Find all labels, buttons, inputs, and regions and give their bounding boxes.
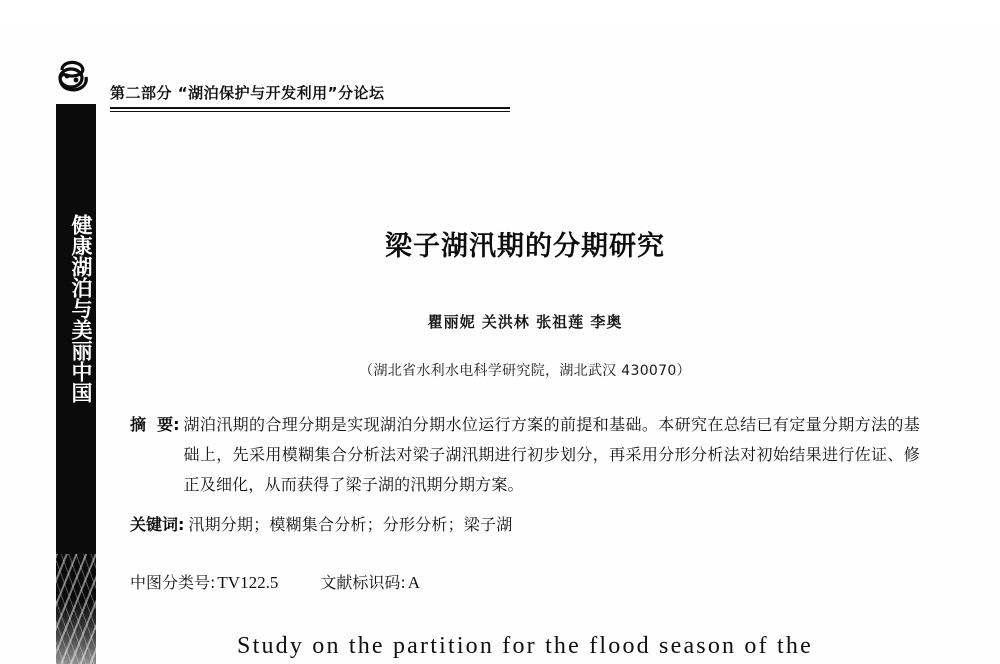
series-band	[56, 104, 96, 664]
classification-line	[130, 570, 920, 593]
abstract-block	[130, 410, 920, 500]
header-rule-thin	[110, 111, 510, 112]
keywords-label: 关键词:	[130, 515, 185, 534]
abstract-label: 摘 要:	[130, 415, 180, 434]
article-body	[130, 200, 920, 660]
series-band-speckle	[56, 554, 96, 664]
header-rule-thick	[110, 107, 510, 109]
keywords-text: 汛期分期；模糊集合分析；分形分析；梁子湖	[188, 515, 513, 534]
document-code-label: 文献标识码:	[320, 573, 406, 592]
clc-value: TV122.5	[217, 573, 279, 592]
author-list: 瞿丽妮 关洪林 张祖莲 李奥	[427, 313, 623, 331]
running-header	[110, 82, 530, 112]
journal-logo-icon	[52, 56, 102, 100]
author-affiliation: （湖北省水利水电科学研究院，湖北武汉 430070）	[359, 363, 691, 379]
abstract-text: 湖泊汛期的合理分期是实现湖泊分期水位运行方案的前提和基础。本研究在总结已有定量分期方法的基础上，先采用模糊集合分析法对梁子湖汛期进行初步划分，再采用分形分析法对初始结果进行佐证、修正及细化，从而获得了梁子湖的汛期分期方案。	[183, 415, 920, 494]
series-band-label: 健康湖泊与美丽中国	[69, 213, 93, 403]
english-title: Study on the partition for the flood season of the	[237, 633, 813, 659]
document-code-value: A	[407, 573, 421, 592]
clc-label: 中图分类号:	[130, 573, 216, 592]
page-top-margin	[0, 0, 1000, 26]
article-title: 梁子湖汛期的分期研究	[385, 231, 665, 262]
keywords-block	[130, 510, 920, 540]
running-header-text: 第二部分 “湖泊保护与开发利用”分论坛	[110, 84, 385, 102]
